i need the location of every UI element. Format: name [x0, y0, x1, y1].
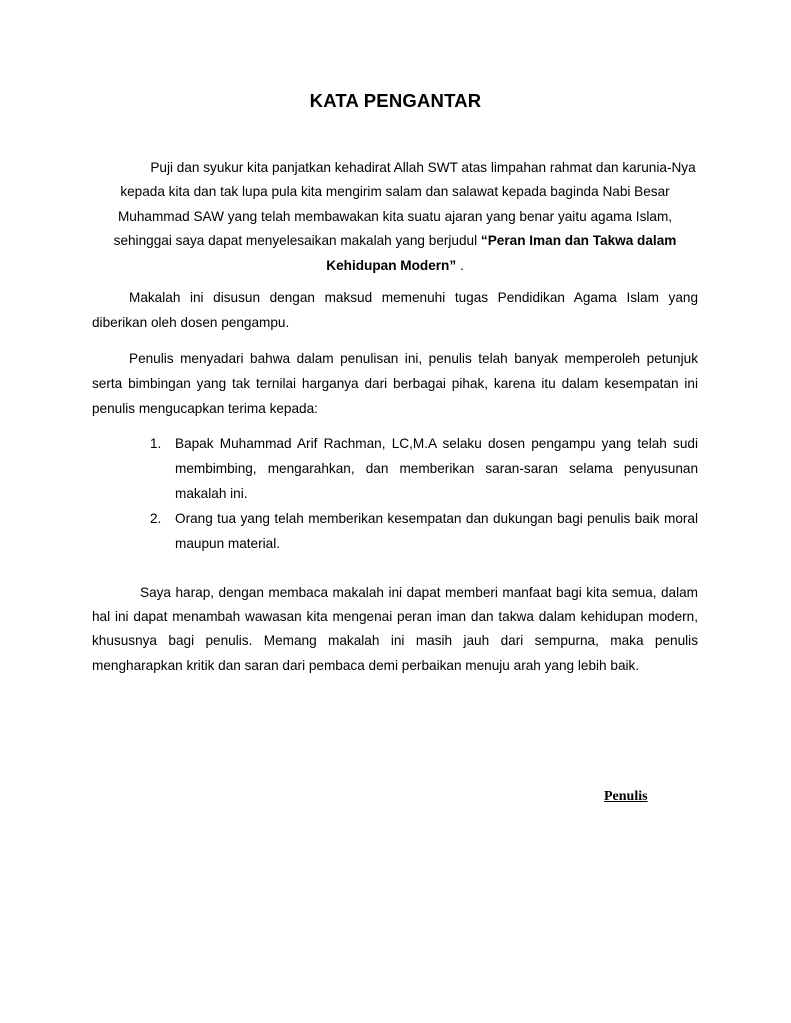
list-item — [150, 506, 698, 556]
list-number: 2. — [150, 511, 162, 526]
opening-ending: . — [456, 257, 464, 273]
list-text: Bapak Muhammad Arif Rachman, LC,M.A selaku dosen pengampu yang telah sudi membimbing, mengarahkan, dan memberikan saran-saran selama penyusunan makalah ini. — [175, 436, 698, 501]
thanks-list — [150, 431, 698, 556]
list-number: 1. — [150, 436, 162, 451]
opening-text: Puji dan syukur kita panjatkan kehadirat Allah SWT atas limpahan rahmat dan karunia-Nya kepada kita dan tak lupa pula kita mengirim salam dan salawat kepada baginda Nabi Besar Muhammad SAW yang telah membawakan kita suatu ajaran yang benar yaitu agama Islam, sehinggai saya dapat menyelesaikan makalah yang berjudul — [113, 160, 696, 249]
list-text: Orang tua yang telah memberikan kesempatan dan dukungan bagi penulis baik moral maupun material. — [175, 511, 698, 551]
acknowledgement-paragraph — [92, 346, 698, 421]
page-title: KATA PENGANTAR — [309, 90, 482, 111]
purpose-paragraph — [92, 285, 698, 335]
closing-paragraph — [92, 581, 698, 678]
signature: Penulis — [604, 789, 648, 804]
opening-paragraph — [92, 156, 698, 278]
purpose-text: Makalah ini disusun dengan maksud memenuhi tugas Pendidikan Agama Islam yang diberikan oleh dosen pengampu. — [92, 290, 698, 330]
list-item — [150, 431, 698, 506]
acknowledgement-text: Penulis menyadari bahwa dalam penulisan ini, penulis telah banyak memperoleh petunjuk serta bimbingan yang tak ternilai harganya dari berbagai pihak, karena itu dalam kesempatan ini penulis mengucapkan terima kepada: — [92, 351, 698, 416]
paper-title: “Peran Iman dan Takwa dalam Kehidupan Modern” — [326, 233, 677, 273]
closing-text: Saya harap, dengan membaca makalah ini dapat memberi manfaat bagi kita semua, dalam hal ini dapat menambah wawasan kita mengenai peran iman dan takwa dalam kehidupan modern, khususnya bagi penulis. Memang makalah ini masih jauh dari sempurna, maka penulis mengharapkan kritik dan saran dari pembaca demi perbaikan menuju arah yang lebih baik. — [92, 585, 698, 673]
